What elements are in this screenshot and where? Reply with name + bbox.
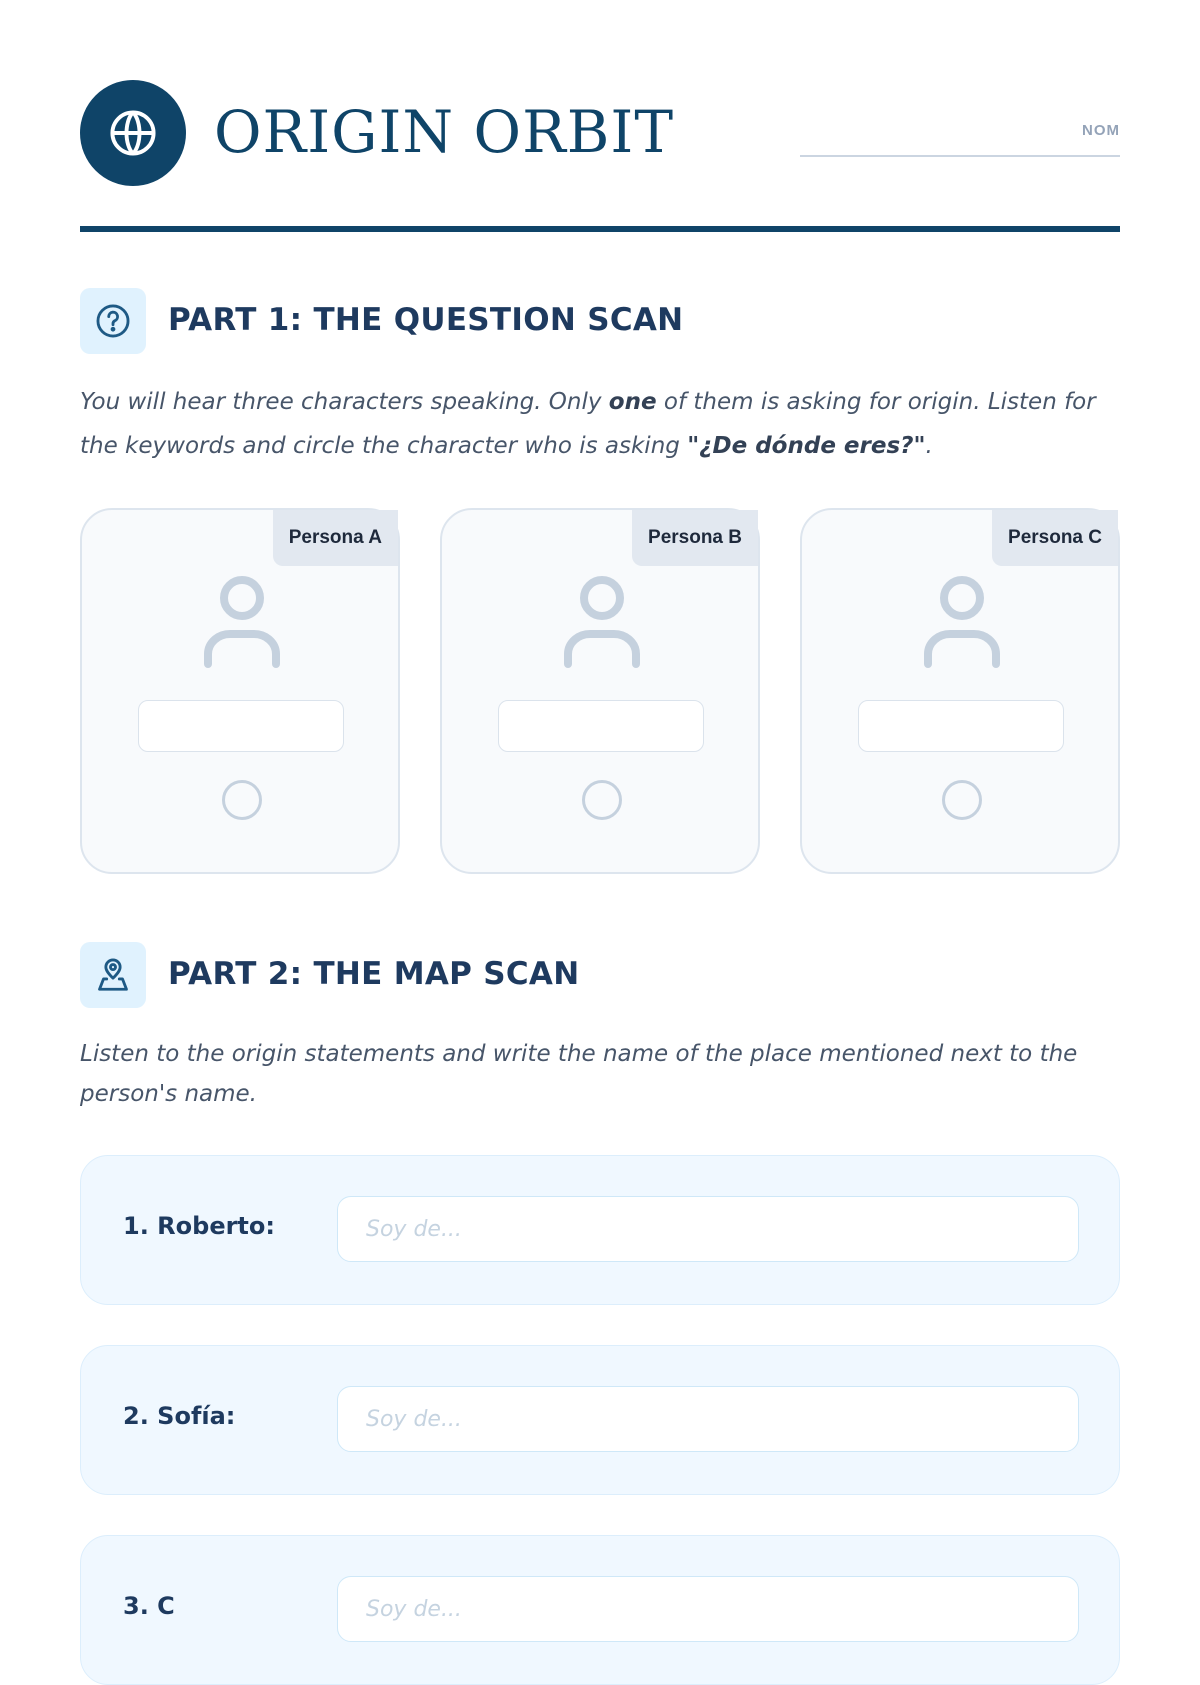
persona-card-b[interactable] [440, 508, 760, 874]
person-name-label: 1. Roberto: [123, 1212, 275, 1240]
persona-answer-box[interactable] [138, 700, 344, 752]
part1-instructions: You will hear three characters speaking. Only one of them is asking for origin. Listen for the keywords and circle the character who is asking "¿De dónde eres?". [80, 389, 1096, 459]
page-title: ORIGIN ORBIT [214, 98, 674, 166]
name-field-label: NOM [1082, 122, 1120, 139]
list-item [80, 1155, 1120, 1305]
part2-title: PART 2: THE MAP SCAN [168, 956, 580, 992]
part2-header [80, 942, 1120, 1008]
person-name-label: 3. C [123, 1592, 175, 1620]
list-item [80, 1535, 1120, 1685]
origin-answer-input[interactable] [337, 1196, 1079, 1262]
part2-icon-box [80, 942, 146, 1008]
persona-cards [80, 508, 1120, 874]
globe-icon [107, 107, 159, 159]
person-name-label: 2. Sofía: [123, 1402, 236, 1430]
persona-card-label: Persona C [992, 510, 1118, 566]
part1-icon-box [80, 288, 146, 354]
list-item [80, 1345, 1120, 1495]
part1-title: PART 1: THE QUESTION SCAN [168, 302, 684, 338]
persona-select-circle[interactable] [222, 780, 262, 820]
part1-header [80, 288, 1120, 354]
question-circle-icon [94, 302, 132, 340]
name-field[interactable] [800, 155, 1120, 157]
logo [80, 80, 186, 186]
persona-card-c[interactable] [800, 508, 1120, 874]
persona-card-a[interactable] [80, 508, 400, 874]
header-divider [80, 226, 1120, 232]
worksheet-header [80, 80, 1120, 232]
origin-answer-input[interactable] [337, 1576, 1079, 1642]
persona-card-label: Persona A [273, 510, 398, 566]
part2-instructions: Listen to the origin statements and write the name of the place mentioned next to the person's name. [80, 1041, 1078, 1107]
persona-select-circle[interactable] [582, 780, 622, 820]
persona-card-label: Persona B [632, 510, 758, 566]
origin-answer-input[interactable] [337, 1386, 1079, 1452]
persona-select-circle[interactable] [942, 780, 982, 820]
map-pin-person-icon [94, 956, 132, 994]
person-icon [920, 574, 1004, 670]
persona-answer-box[interactable] [858, 700, 1064, 752]
person-icon [200, 574, 284, 670]
persona-answer-box[interactable] [498, 700, 704, 752]
person-icon [560, 574, 644, 670]
